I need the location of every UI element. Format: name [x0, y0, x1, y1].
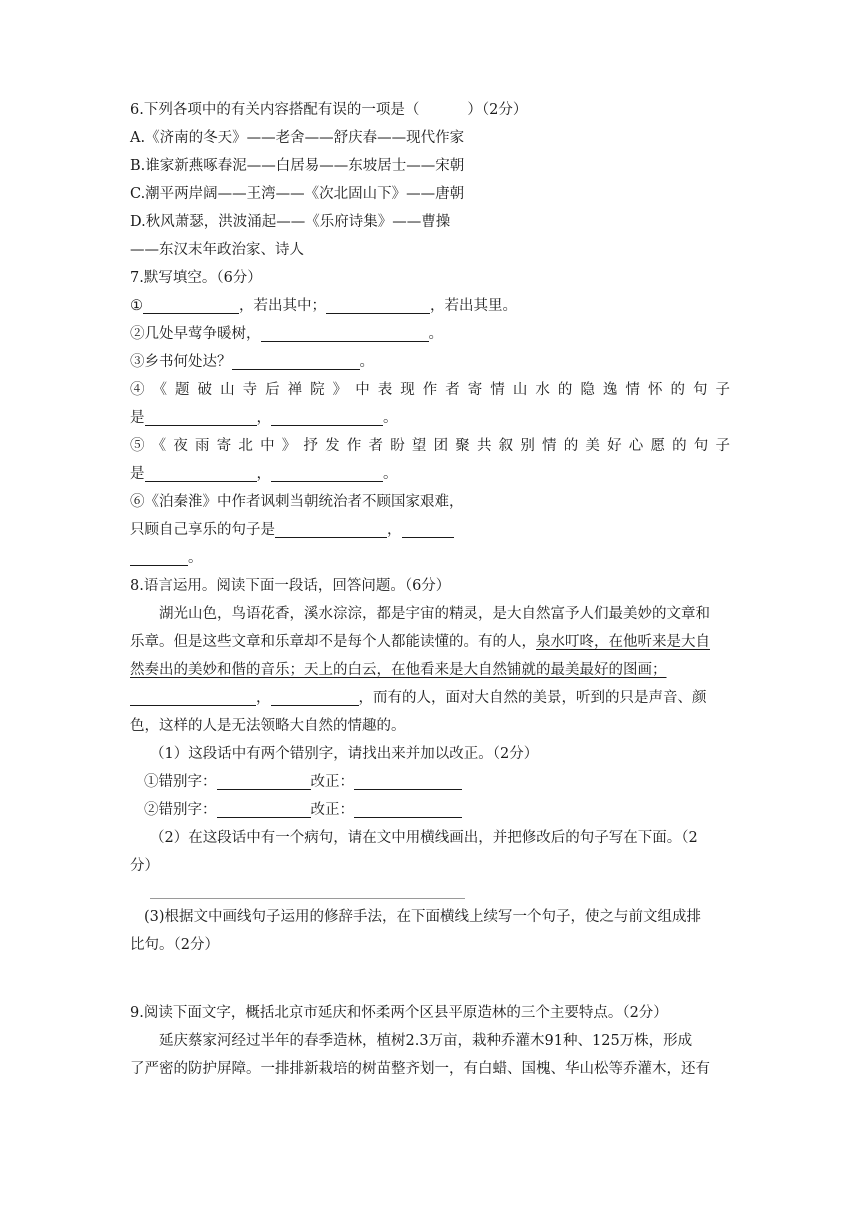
answer-blank[interactable] — [275, 519, 387, 538]
q6-option-d-cont: ——东汉末年政治家、诗人 — [130, 242, 304, 258]
exam-page — [130, 96, 730, 1083]
answer-blank[interactable] — [271, 407, 383, 426]
q8-passage-line-3 — [130, 656, 730, 684]
answer-blank[interactable] — [354, 799, 462, 818]
underlined-sentence: 泉水叮咚，在他听来是大自 — [536, 634, 710, 650]
answer-blank[interactable] — [145, 407, 257, 426]
answer-blank[interactable] — [217, 771, 311, 790]
q8-sub-2-line1: （2）在这段话中有一个病句，请在文中用横线画出，并把修改后的句子写在下面。（2 — [150, 830, 698, 846]
answer-blank[interactable] — [271, 463, 383, 482]
q8-sub-2-line2: 分） — [130, 858, 159, 874]
q7-item-5-line1: ⑤《夜雨寄北中》抒发作者盼望团聚共叙别情的美好心愿的句子 — [130, 438, 730, 454]
answer-blank[interactable] — [271, 687, 359, 706]
answer-blank[interactable] — [261, 323, 429, 342]
q8-passage-line-5: 色，这样的人是无法领略大自然的情趣的。 — [130, 718, 406, 734]
q9-passage-line-2: 了严密的防护屏障。一排排新栽培的树苗整齐划一，有白蜡、国槐、华山松等乔灌木，还有 — [130, 1061, 710, 1077]
q8-sub-3-line2: 比句。（2分） — [130, 937, 219, 953]
answer-blank[interactable] — [143, 295, 239, 314]
answer-blank[interactable] — [354, 771, 462, 790]
answer-blank[interactable] — [326, 295, 430, 314]
q8-passage-line-1: 湖光山色，鸟语花香，溪水淙淙，都是宇宙的精灵，是大自然富予人们最美妙的文章和 — [159, 606, 710, 622]
q8-error-2: ②错别字： 改正： — [130, 796, 730, 824]
answer-space[interactable] — [130, 959, 730, 999]
answer-blank[interactable] — [145, 463, 257, 482]
answer-blank[interactable] — [130, 547, 188, 566]
q7-item-1: ① ，若出其中； ，若出其里。 — [130, 292, 730, 320]
q6-option-b: B.谁家新燕啄春泥——白居易——东坡居士——宋朝 — [130, 158, 465, 174]
answer-rule[interactable] — [150, 898, 465, 899]
q8-stem: 8.语言运用。阅读下面一段话，回答问题。（6分） — [130, 578, 451, 594]
q6-option-a: A.《济南的冬天》——老舍——舒庆春——现代作家 — [130, 130, 465, 146]
answer-blank[interactable] — [130, 687, 256, 706]
q6-option-c: C.潮平两岸阔——王湾——《次北固山下》——唐朝 — [130, 186, 465, 202]
underlined-sentence: 然奏出的美妙和偕的音乐；天上的白云，在他看来是大自然铺就的最美最好的图画； — [130, 662, 667, 678]
answer-blank[interactable] — [402, 519, 454, 538]
q9-stem: 9.阅读下面文字，概括北京市延庆和怀柔两个区县平原造林的三个主要特点。（2分） — [130, 1005, 668, 1021]
q8-sub-1: （1）这段话中有两个错别字，请找出来并加以改正。（2分） — [150, 746, 539, 762]
q8-passage-line-2: 乐章。但是这些文章和乐章却不是每个人都能读懂的。有的人，泉水叮咚，在他听来是大自 — [130, 634, 710, 650]
q7-item-6-line2: 只顾自己享乐的句子是 ， — [130, 516, 730, 544]
answer-blank[interactable] — [232, 351, 360, 370]
q8-error-1: ①错别字： 改正： — [130, 768, 730, 796]
q7-item-2: ②几处早莺争暖树， 。 — [130, 320, 730, 348]
q8-sub-3-line1: (3)根据文中画线句子运用的修辞手法，在下面横线上续写一个句子，使之与前文组成排 — [144, 909, 702, 925]
q7-item-6-line3: 。 — [130, 544, 730, 572]
q6-option-d: D.秋风萧瑟，洪波涌起——《乐府诗集》——曹操 — [130, 214, 451, 230]
q7-item-4-line2: 是 ， 。 — [130, 404, 730, 432]
q7-item-4-line1: ④《题破山寺后禅院》中表现作者寄情山水的隐逸情怀的句子 — [130, 382, 730, 398]
q7-item-5-line2: 是 ， 。 — [130, 460, 730, 488]
answer-blank[interactable] — [217, 799, 311, 818]
q7-item-6-line1: ⑥《泊秦淮》中作者讽刺当朝统治者不顾国家艰难， — [130, 494, 464, 510]
q7-stem: 7.默写填空。（6分） — [130, 270, 262, 286]
q9-passage-line-1: 延庆蔡家河经过半年的春季造林，植树2.3万亩，栽种乔灌木91种、125万株，形成 — [159, 1033, 693, 1049]
q7-item-3: ③乡书何处达？ 。 — [130, 348, 730, 376]
q6-stem: 6.下列各项中的有关内容搭配有误的一项是（ ）（2分） — [130, 102, 528, 118]
q8-passage-line-4: ， ，而有的人，面对大自然的美景，听到的只是声音、颜 — [130, 684, 730, 712]
